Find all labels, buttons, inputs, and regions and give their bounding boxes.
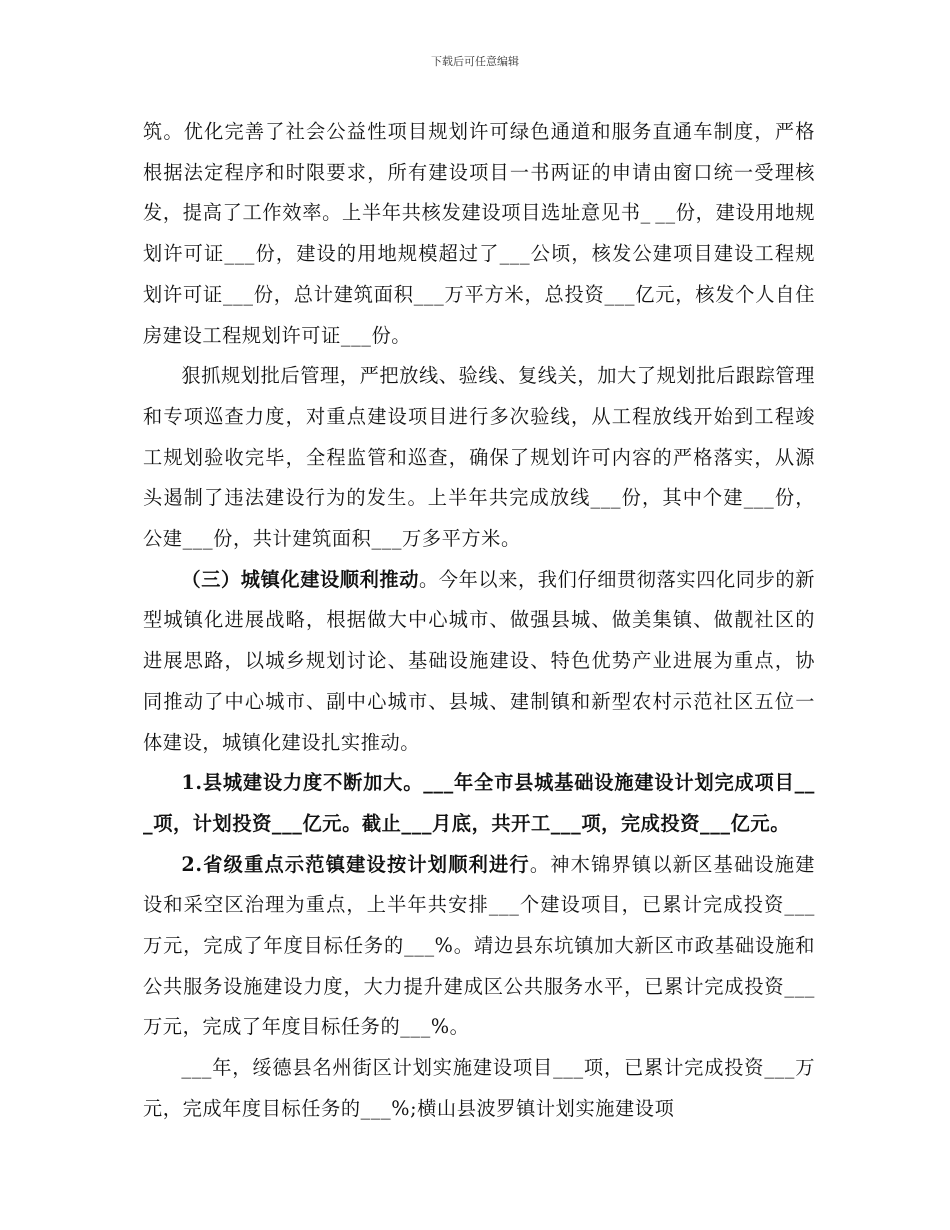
paragraph [143, 845, 815, 1049]
paragraph: 筑。优化完善了社会公益性项目规划许可绿色通道和服务直通车制度，严格根据法定程序和时限要求，所有建设项目一书两证的申请由窗口统一受理核发，提高了工作效率。上半年共核发建设项目选址意见书_ __份，建设用地规划许可证___份，建设的用地规模超过了___公顷，核发公建项目建设工程规划许可证___份，总计建筑面积___万平方米，总投资___亿元，核发个人自住房建设工程规划许可证___份。 [143, 120, 815, 347]
paragraph-text: 。神木锦界镇以新区基础设施建设和采空区治理为重点，上半年共安排___个建设项目，已累计完成投资___万元，完成了年度目标任务的___%。靖边县东坑镇加大新区市政基础设施和公共服务设施建设力度，大力提升建成区公共服务水平，已累计完成投资___万元，完成了年度目标任务的___%。 [143, 852, 815, 1039]
section-heading: 2.省级重点示范镇建设按计划顺利进行 [181, 852, 530, 876]
paragraph: 狠抓规划批后管理，严把放线、验线、复线关，加大了规划批后跟踪管理和专项巡查力度，对重点建设项目进行多次验线，从工程放线开始到工程竣工规划验收完毕，全程监管和巡查，确保了规划许可内容的严格落实，从源头遏制了违法建设行为的发生。上半年共完成放线___份，其中个建___份，公建___份，共计建筑面积___万多平方米。 [143, 364, 815, 551]
bold-paragraph: 1.县城建设力度不断加大。___年全市县城基础设施建设计划完成项目___项，计划投资___亿元。截止___月底，共开工___项，完成投资___亿元。 [143, 771, 815, 835]
page-header: 下载后可任意编辑 [431, 55, 519, 68]
paragraph: ___年，绥德县名州街区计划实施建设项目___项，已累计完成投资___万元，完成年度目标任务的___%;横山县波罗镇计划实施建设项 [143, 1056, 815, 1120]
paragraph-text: 。今年以来，我们仔细贯彻落实四化同步的新型城镇化进展战略，根据做大中心城市、做强县城、做美集镇、做靓社区的进展思路，以城乡规划讨论、基础设施建设、特色优势产业进展为重点，协同推动了中心城市、副中心城市、县城、建制镇和新型农村示范社区五位一体建设，城镇化建设扎实推动。 [143, 567, 815, 754]
paragraph [143, 560, 815, 764]
section-heading: （三）城镇化建设顺利推动 [181, 567, 419, 591]
document-body [143, 112, 815, 1130]
